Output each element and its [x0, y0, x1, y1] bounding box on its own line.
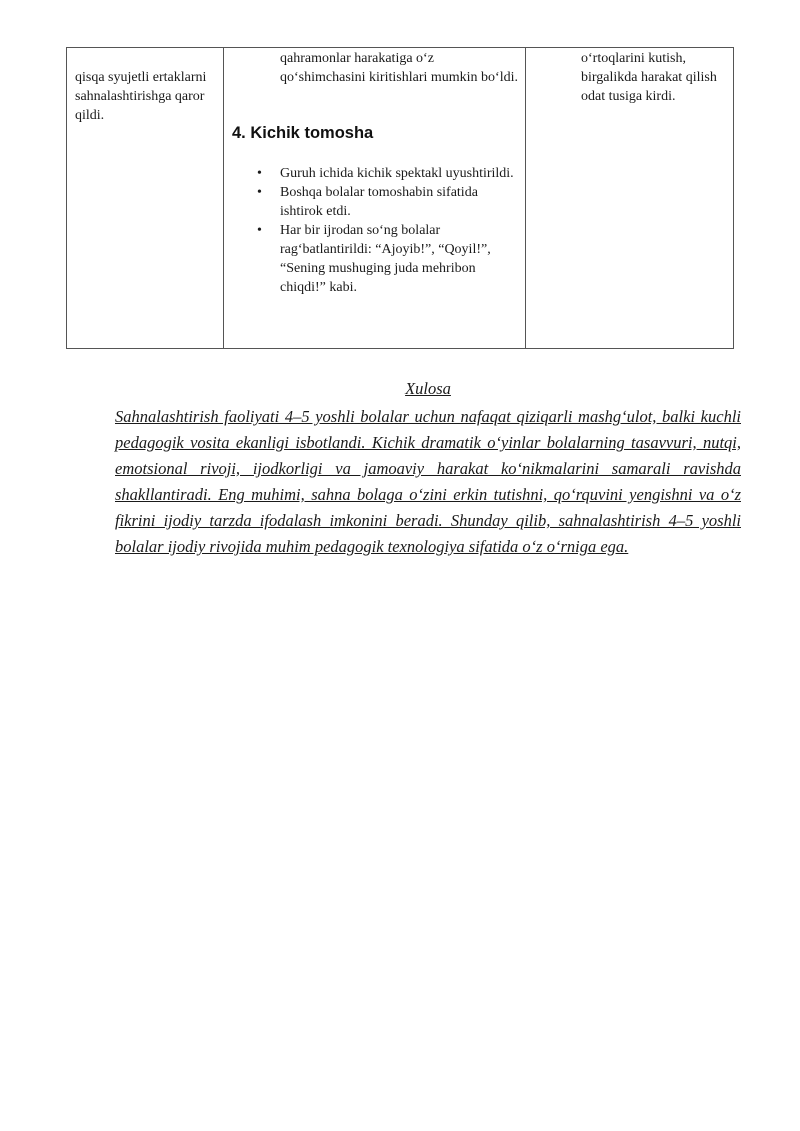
left-cell-text: qisqa syujetli ertaklarni sahnalashtirishga qaror qildi. [75, 70, 207, 123]
conclusion-body: Sahnalashtirish faoliyati 4–5 yoshli bolalar uchun nafaqat qiziqarli mashg‘ulot, balki kuchli pedagogik vosita ekanligi isbotlandi. Kichik dramatik o‘yinlar bolalarning tasavvuri, nutqi, emotsional rivoji, ijodkorligi va jamoaviy harakat ko‘nikmalarini samarali ravishda shakllantiradi. Eng muhimi, sahna bolaga o‘zini erkin tutishni, qo‘rquvini yengishni va o‘z fikrini ijodiy tarzda ifodalash imkonini beradi. Shunday qilib, sahnalashtirish 4–5 yoshli bolalar ijodiy rivojida muhim pedagogik texnologiya sifatida o‘z o‘rniga ega. [115, 407, 741, 556]
list-item: • Boshqa bolalar tomoshabin sifatida ishtirok etdi. [224, 183, 516, 221]
list-item: • Har bir ijrodan so‘ng bolalar rag‘batlantirildi: “Ajoyib!”, “Qoyil!”, “Sening mushuging juda mehribon chiqdi!” kabi. [224, 221, 516, 297]
conclusion-title: Xulosa [405, 379, 451, 398]
middle-cell-top-text: qahramonlar harakatiga o‘z qo‘shimchasini kiritishlari mumkin bo‘ldi. [280, 51, 518, 85]
table-cell-right [526, 48, 733, 348]
section-heading: 4. Kichik tomosha [232, 124, 374, 142]
table-cell-middle [224, 48, 526, 348]
results-table [66, 47, 734, 349]
right-cell-text: o‘rtoqlarini kutish, birgalikda harakat qilish odat tusiga kirdi. [581, 51, 717, 104]
table-cell-left [67, 48, 224, 348]
list-item: • Guruh ichida kichik spektakl uyushtirildi. [224, 164, 516, 183]
bullet-list [224, 164, 516, 297]
